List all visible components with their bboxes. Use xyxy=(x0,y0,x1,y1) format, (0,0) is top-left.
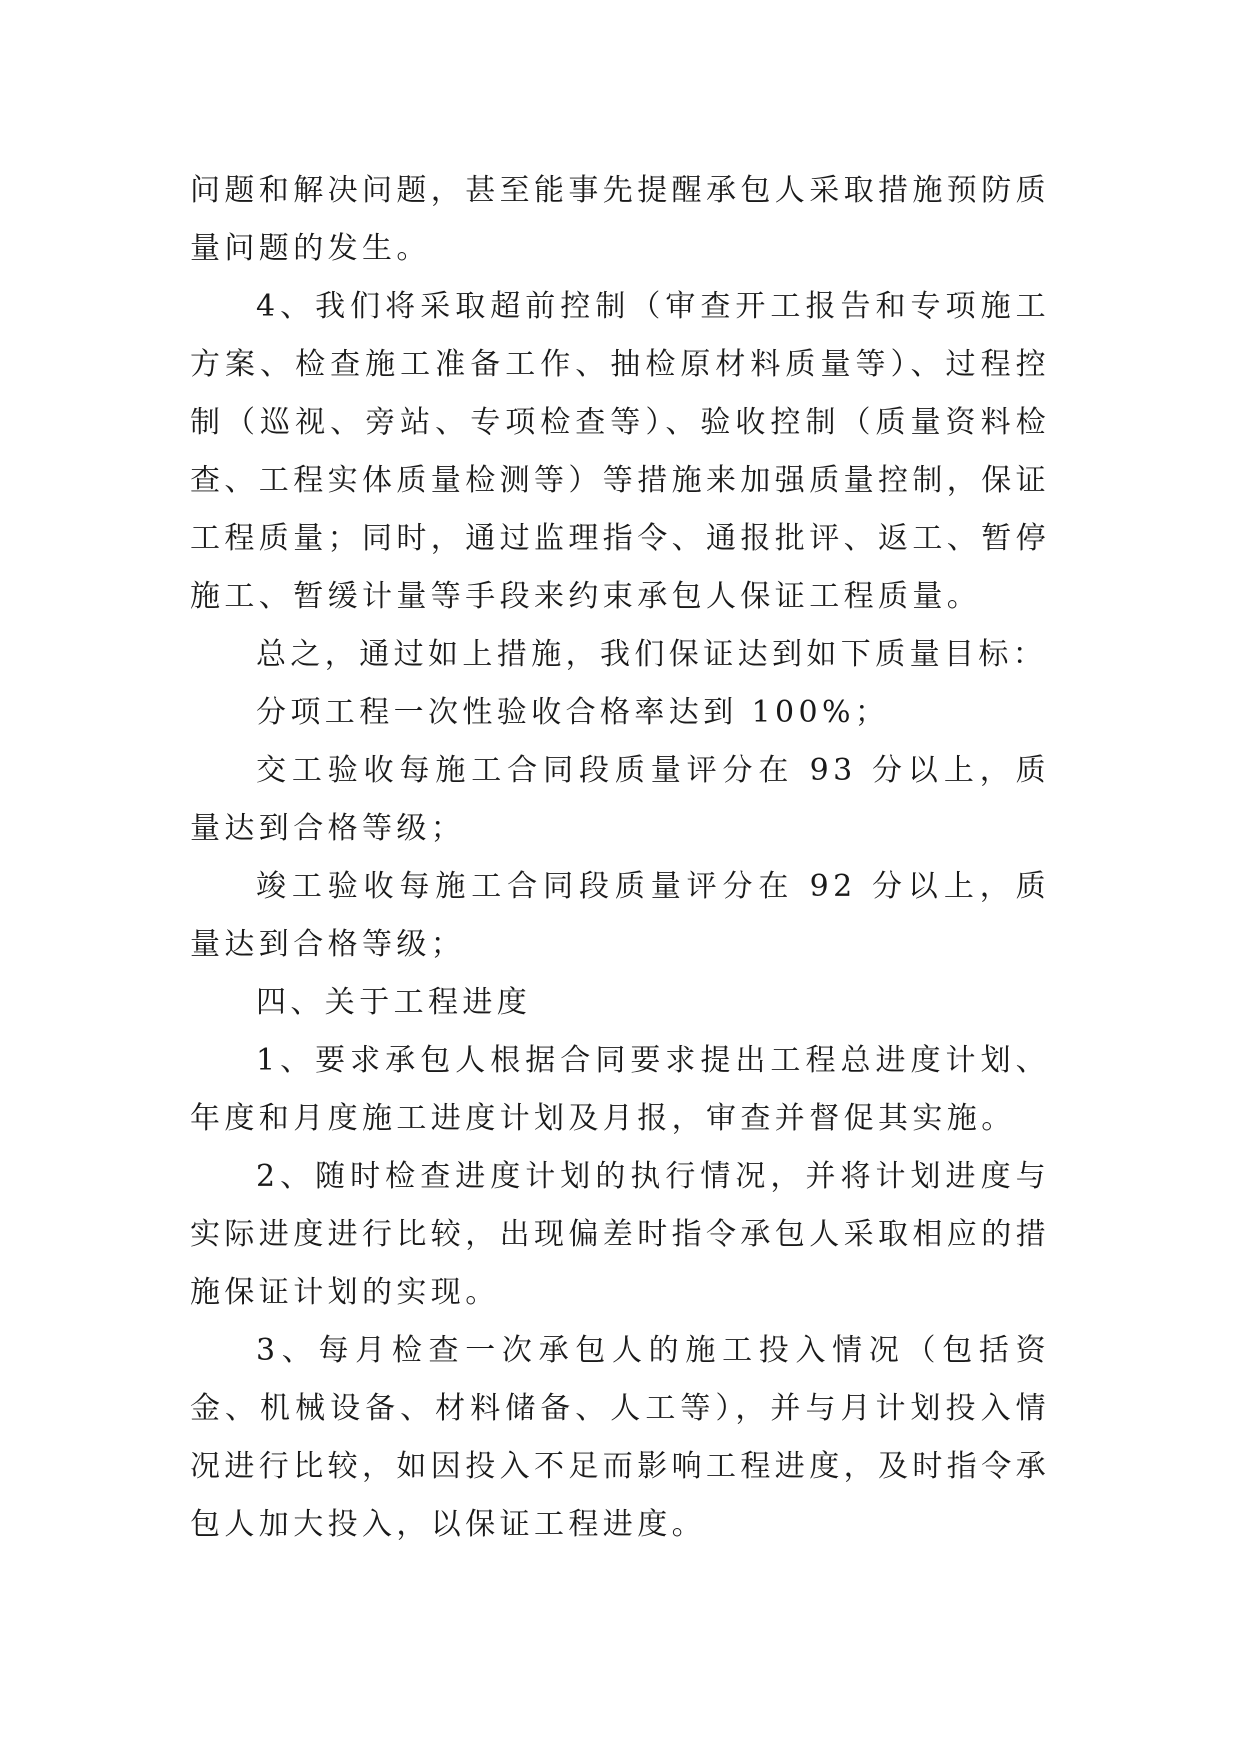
paragraph-quality-summary: 总之，通过如上措施，我们保证达到如下质量目标： xyxy=(256,637,1048,672)
section-heading-progress: 四、关于工程进度 xyxy=(256,985,532,1020)
paragraph-input-check: 3、每月检查一次承包人的施工投入情况（包括资金、机械设备、材料储备、人工等），并与月计划投入情况进行比较，如因投入不足而影响工程进度，及时指令承包人加大投入，以保证工程进度。 xyxy=(190,1333,1050,1542)
paragraph-progress-check: 2、随时检查进度计划的执行情况，并将计划进度与实际进度进行比较，出现偏差时指令承包人采取相应的措施保证计划的实现。 xyxy=(190,1159,1050,1310)
paragraph-goal-completion-acceptance: 竣工验收每施工合同段质量评分在 92 分以上，质量达到合格等级； xyxy=(190,869,1050,962)
paragraph-goal-handover-acceptance: 交工验收每施工合同段质量评分在 93 分以上，质量达到合格等级； xyxy=(190,753,1050,846)
paragraph-progress-plan: 1、要求承包人根据合同要求提出工程总进度计划、年度和月度施工进度计划及月报，审查并督促其实施。 xyxy=(190,1043,1050,1136)
paragraph-goal-subitem-acceptance: 分项工程一次性验收合格率达到 100%； xyxy=(256,695,890,730)
paragraph-quality-control-measures: 4、我们将采取超前控制（审查开工报告和专项施工方案、检查施工准备工作、抽检原材料质量等）、过程控制（巡视、旁站、专项检查等）、验收控制（质量资料检查、工程实体质量检测等）等措施来加强质量控制，保证工程质量；同时，通过监理指令、通报批评、返工、暂停施工、暂缓计量等手段来约束承包人保证工程质量。 xyxy=(190,289,1050,614)
document-body xyxy=(190,162,1050,1554)
paragraph-continuation: 问题和解决问题，甚至能事先提醒承包人采取措施预防质量问题的发生。 xyxy=(190,173,1050,266)
